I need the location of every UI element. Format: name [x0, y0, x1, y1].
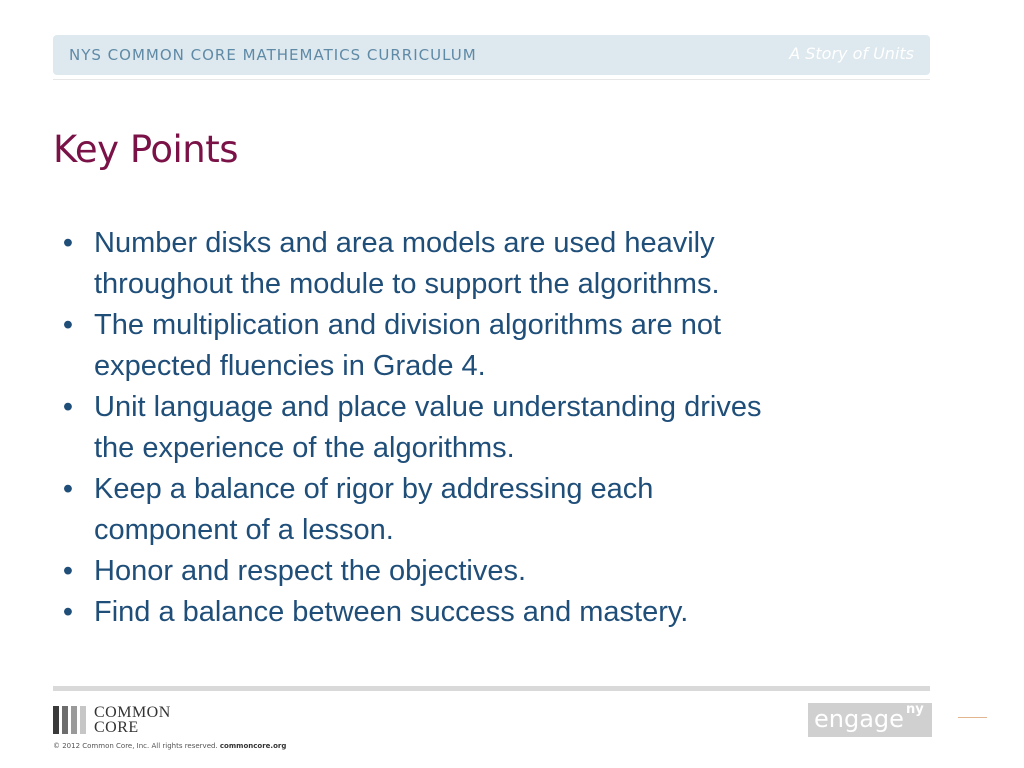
- bullet-item: [58, 223, 908, 305]
- bullet-line: The multiplication and division algorithms are not: [94, 309, 722, 341]
- bullet-line: Number disks and area models are used heavily: [94, 227, 715, 259]
- bullet-list: [58, 223, 908, 633]
- header-divider: [53, 79, 930, 80]
- bullet-item: [58, 305, 908, 387]
- engage-superscript: ny: [906, 703, 924, 717]
- slide-title: Key Points: [53, 128, 238, 171]
- bullet-item: [58, 469, 908, 551]
- bullet-line: Find a balance between success and mastery.: [94, 596, 689, 628]
- header-banner: [53, 35, 930, 75]
- bullet-dot: •: [62, 473, 74, 505]
- bullet-dot: •: [62, 596, 74, 628]
- curriculum-title: NYS COMMON CORE MATHEMATICS CURRICULUM: [69, 46, 477, 64]
- engage-wordmark: engage: [814, 705, 904, 733]
- engageny-logo: [808, 703, 932, 737]
- bullet-line: Keep a balance of rigor by addressing each: [94, 473, 654, 505]
- bullet-dot: •: [62, 391, 74, 423]
- copyright-text: © 2012 Common Core, Inc. All rights reserved.: [53, 742, 218, 750]
- bullet-line: Unit language and place value understanding drives: [94, 391, 762, 423]
- bullet-line: Honor and respect the objectives.: [94, 555, 527, 587]
- common-core-logo: [53, 704, 171, 736]
- bullet-dot: •: [62, 309, 74, 341]
- bullet-item: [58, 592, 908, 633]
- bullet-item: [58, 387, 908, 469]
- logo-line-1: COMMON: [94, 704, 171, 721]
- bullet-item: [58, 551, 908, 592]
- bullet-dot: •: [62, 555, 74, 587]
- footer-divider: [53, 686, 930, 691]
- logo-line-2: CORE: [94, 719, 139, 736]
- copyright-notice: [53, 742, 286, 750]
- corner-accent-line: [958, 717, 987, 718]
- series-tagline: A Story of Units: [789, 44, 914, 63]
- site-link[interactable]: commoncore.org: [219, 742, 287, 750]
- bullet-line: component of a lesson.: [94, 514, 394, 546]
- bullet-line: expected fluencies in Grade 4.: [94, 350, 486, 382]
- bullet-line: throughout the module to support the algorithms.: [94, 268, 720, 300]
- bullet-line: the experience of the algorithms.: [94, 432, 515, 464]
- common-core-bars-icon: [53, 706, 86, 734]
- common-core-wordmark: [94, 705, 171, 735]
- bullet-dot: •: [62, 227, 74, 259]
